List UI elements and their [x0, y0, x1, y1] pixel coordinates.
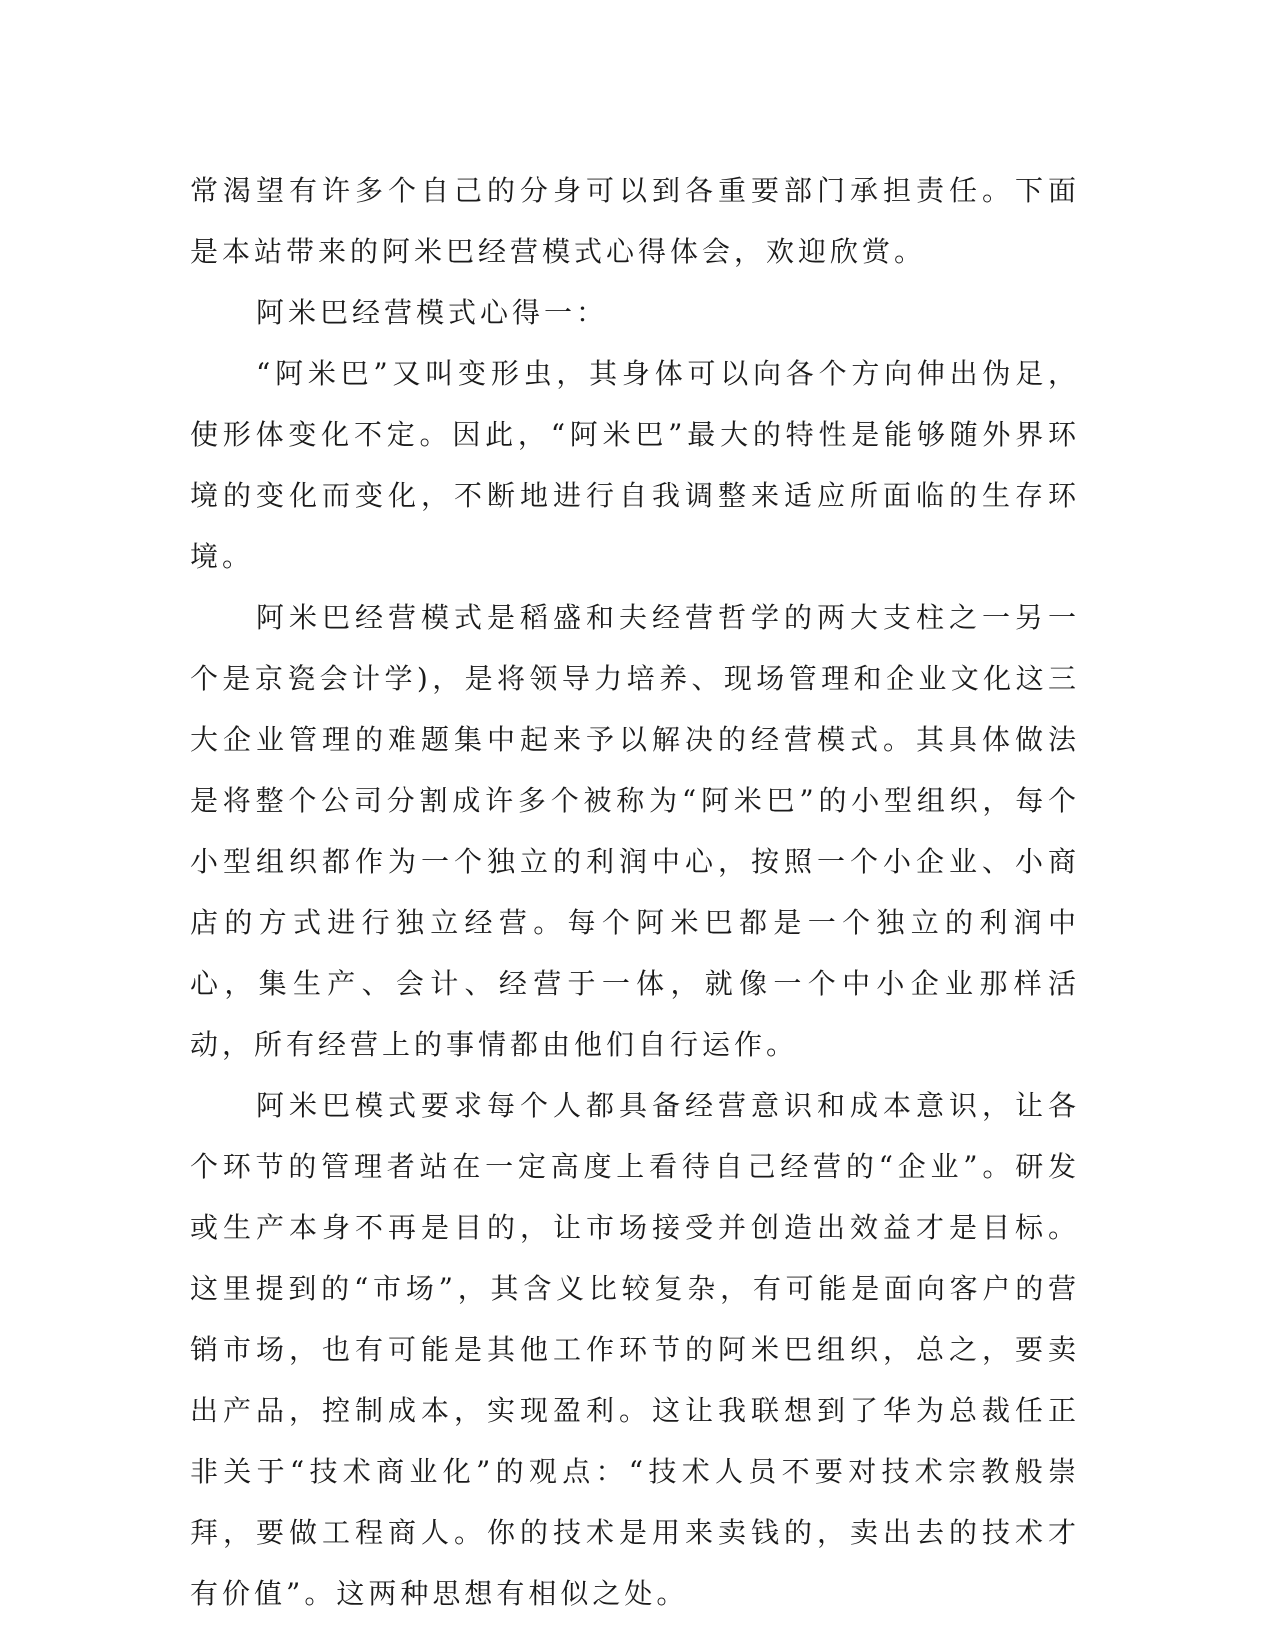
section-heading: 阿米巴经营模式心得一：: [256, 296, 609, 329]
paragraph-cost-awareness: 阿米巴模式要求每个人都具备经营意识和成本意识，让各个环节的管理者站在一定高度上看待自己经营的“企业”。研发或生产本身不再是目的，让市场接受并创造出效益才是目标。这里提到的“市场”，其含义比较复杂，有可能是面向客户的营销市场，也有可能是其他工作环节的阿米巴组织，总之，要卖出产品，控制成本，实现盈利。这让我联想到了华为总裁任正非关于“技术商业化”的观点：“技术人员不要对技术宗教般崇拜，要做工程商人。你的技术是用来卖钱的，卖出去的技术才有价值”。这两种思想有相似之处。: [190, 1089, 1080, 1610]
document-body: [190, 160, 1080, 1624]
paragraph-management-model: 阿米巴经营模式是稻盛和夫经营哲学的两大支柱之一另一个是京瓷会计学)，是将领导力培养、现场管理和企业文化这三大企业管理的难题集中起来予以解决的经营模式。其具体做法是将整个公司分割成许多个被称为“阿米巴”的小型组织，每个小型组织都作为一个独立的利润中心，按照一个小企业、小商店的方式进行独立经营。每个阿米巴都是一个独立的利润中心，集生产、会计、经营于一体，就像一个中小企业那样活动，所有经营上的事情都由他们自行运作。: [190, 601, 1080, 1061]
paragraph-intro: 常渴望有许多个自己的分身可以到各重要部门承担责任。下面是本站带来的阿米巴经营模式心得体会，欢迎欣赏。: [190, 174, 1080, 268]
paragraph-amoeba-definition: “阿米巴”又叫变形虫，其身体可以向各个方向伸出伪足，使形体变化不定。因此，“阿米巴”最大的特性是能够随外界环境的变化而变化，不断地进行自我调整来适应所面临的生存环境。: [190, 357, 1080, 573]
